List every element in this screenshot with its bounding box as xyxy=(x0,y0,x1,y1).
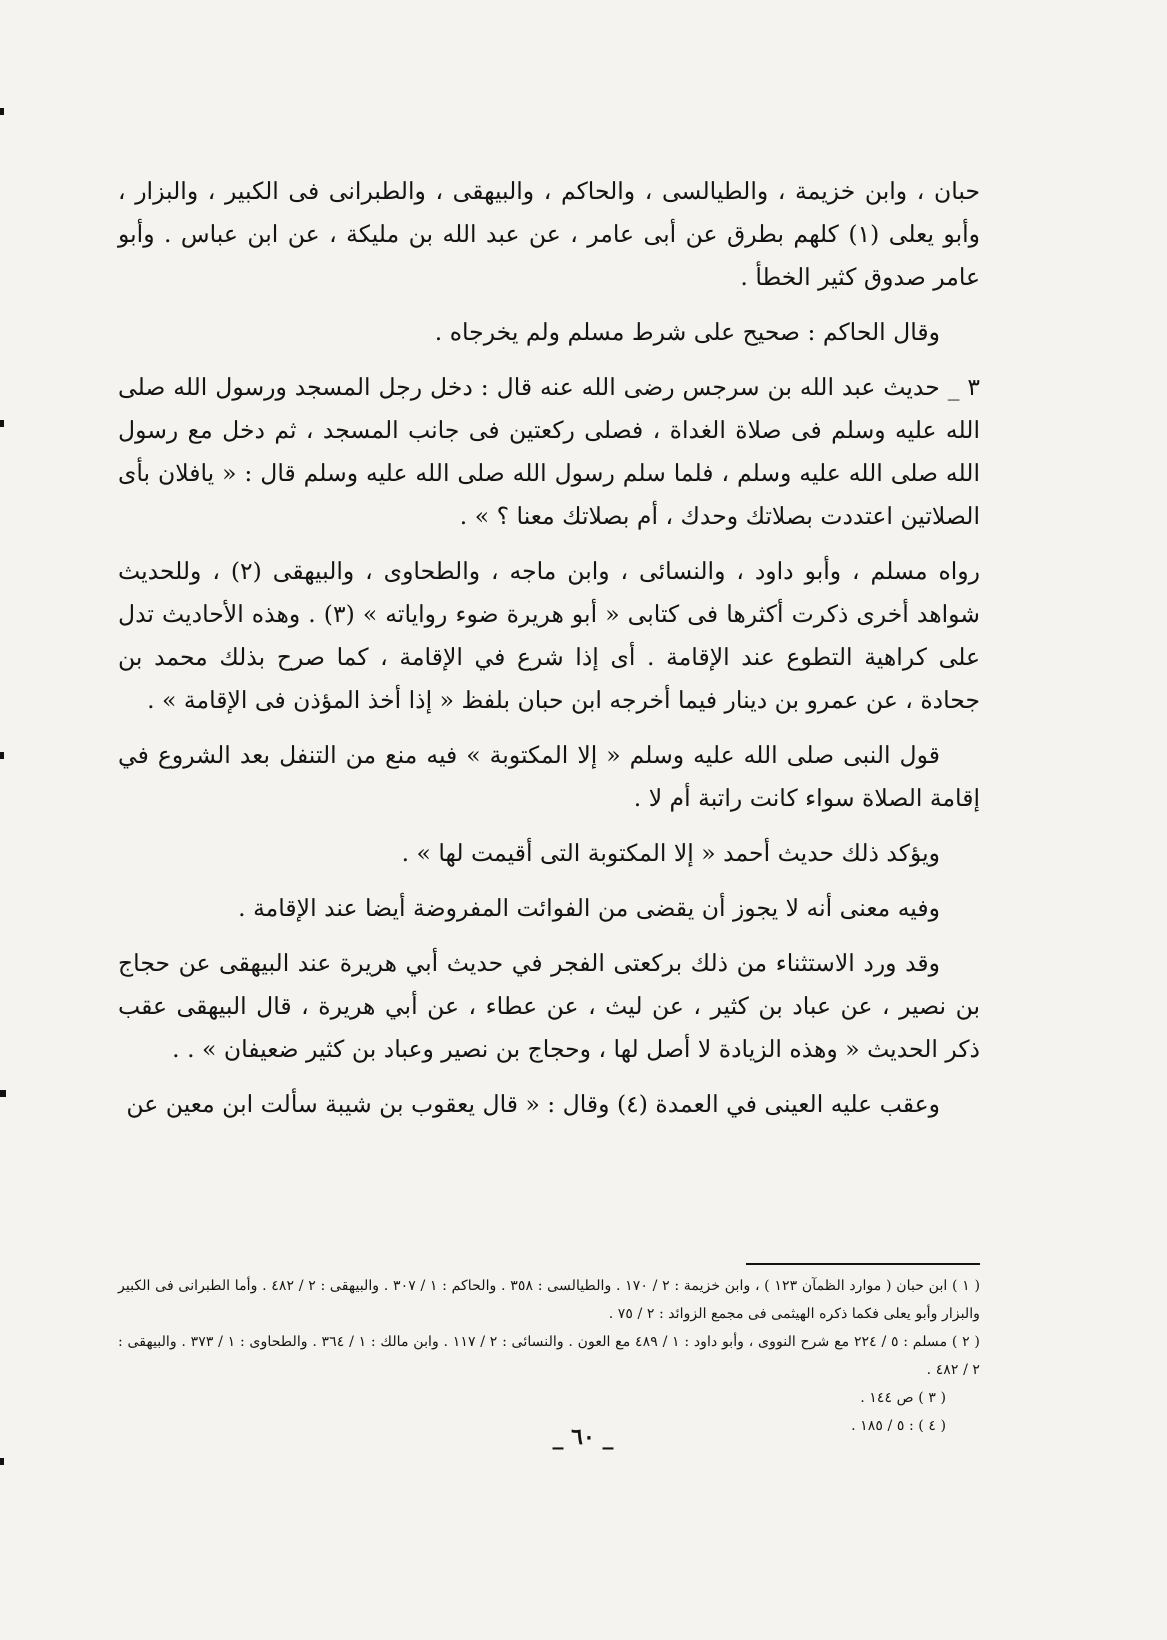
scan-edge-mark xyxy=(0,1090,6,1097)
main-text xyxy=(118,170,980,1138)
paragraph: حبان ، وابن خزيمة ، والطيالسى ، والحاكم ، والبيهقى ، والطبرانى فى الكبير ، والبزار ، وأبو يعلى (١) كلهم بطرق عن أبى عامر ، عن عبد الله بن مليكة ، عن ابن عباس . وأبو عامر صدوق كثير الخطأ . xyxy=(118,177,980,291)
footnote: ( ٣ ) ص ١٤٤ . xyxy=(860,1390,946,1406)
scan-edge-mark xyxy=(0,752,4,759)
footnote: ( ٤ ) : ٥ / ١٨٥ . xyxy=(851,1418,946,1434)
paragraph: قول النبى صلى الله عليه وسلم « إلا المكتوبة » فيه منع من التنفل بعد الشروع في إقامة الصلاة سواء كانت راتبة أم لا . xyxy=(118,741,980,812)
scan-edge-mark xyxy=(0,108,4,115)
paragraph: ويؤكد ذلك حديث أحمد « إلا المكتوبة التى أقيمت لها » . xyxy=(401,839,940,867)
scan-edge-mark xyxy=(0,420,4,427)
paragraph: وعقب عليه العينى في العمدة (٤) وقال : « قال يعقوب بن شيبة سألت ابن معين عن xyxy=(126,1090,940,1118)
footnotes xyxy=(118,1272,980,1440)
paragraph: وفيه معنى أنه لا يجوز أن يقضى من الفوائت المفروضة أيضا عند الإقامة . xyxy=(238,894,940,922)
footnote: ( ٢ ) مسلم : ٥ / ٢٢٤ مع شرح النووى ، وأبو داود : ١ / ٤٨٩ مع العون . والنسائى : ٢ / ١١٧ . وابن مالك : ١ / ٣٦٤ . والطحاوى : ١ / ٣٧٣ . والبيهقى : ٢ / ٤٨٢ . xyxy=(118,1334,980,1378)
paragraph: وقد ورد الاستثناء من ذلك بركعتى الفجر في حديث أبي هريرة عند البيهقى عن حجاج بن نصير ، عن عباد بن كثير ، عن ليث ، عن عطاء ، عن أبي هريرة ، قال البيهقى عقب ذكر الحديث « وهذه الزيادة لا أصل لها ، وحجاج بن نصير وعباد بن كثير ضعيفان » . . xyxy=(118,949,980,1063)
footnote: ( ١ ) ابن حبان ( موارد الظمآن ١٢٣ ) ، وابن خزيمة : ٢ / ١٧٠ . والطيالسى : ٣٥٨ . والحاكم : ١ / ٣٠٧ . والبيهقى : ٢ / ٤٨٢ . وأما الطبرانى فى الكبير والبزار وأبو يعلى فكما ذكره الهيثمى فى مجمع الزوائد : ٢ / ٧٥ . xyxy=(118,1278,980,1322)
paragraph: ٣ _ حديث عبد الله بن سرجس رضى الله عنه قال : دخل رجل المسجد ورسول الله صلى الله عليه وسلم فى صلاة الغداة ، فصلى ركعتين فى جانب المسجد ، ثم دخل مع رسول الله صلى الله عليه وسلم ، فلما سلم رسول الله صلى الله عليه وسلم قال : « يافلان بأى الصلاتين اعتددت بصلاتك وحدك ، أم بصلاتك معنا ؟ » . xyxy=(118,373,980,530)
scan-edge-mark xyxy=(0,1458,4,1465)
footnote-divider xyxy=(746,1263,980,1265)
paragraph: وقال الحاكم : صحيح على شرط مسلم ولم يخرجاه . xyxy=(434,318,940,346)
paragraph: رواه مسلم ، وأبو داود ، والنسائى ، وابن ماجه ، والطحاوى ، والبيهقى (٢) ، وللحديث شواهد أخرى ذكرت أكثرها فى كتابى « أبو هريرة ضوء رواياته » (٣) . وهذه الأحاديث تدل على كراهية التطوع عند الإقامة . أى إذا شرع في الإقامة ، كما صرح بذلك محمد بن جحادة ، عن عمرو بن دينار فيما أخرجه ابن حبان بلفظ « إذا أخذ المؤذن فى الإقامة » . xyxy=(118,557,980,714)
page-number: _ ٦٠ _ xyxy=(552,1424,614,1450)
